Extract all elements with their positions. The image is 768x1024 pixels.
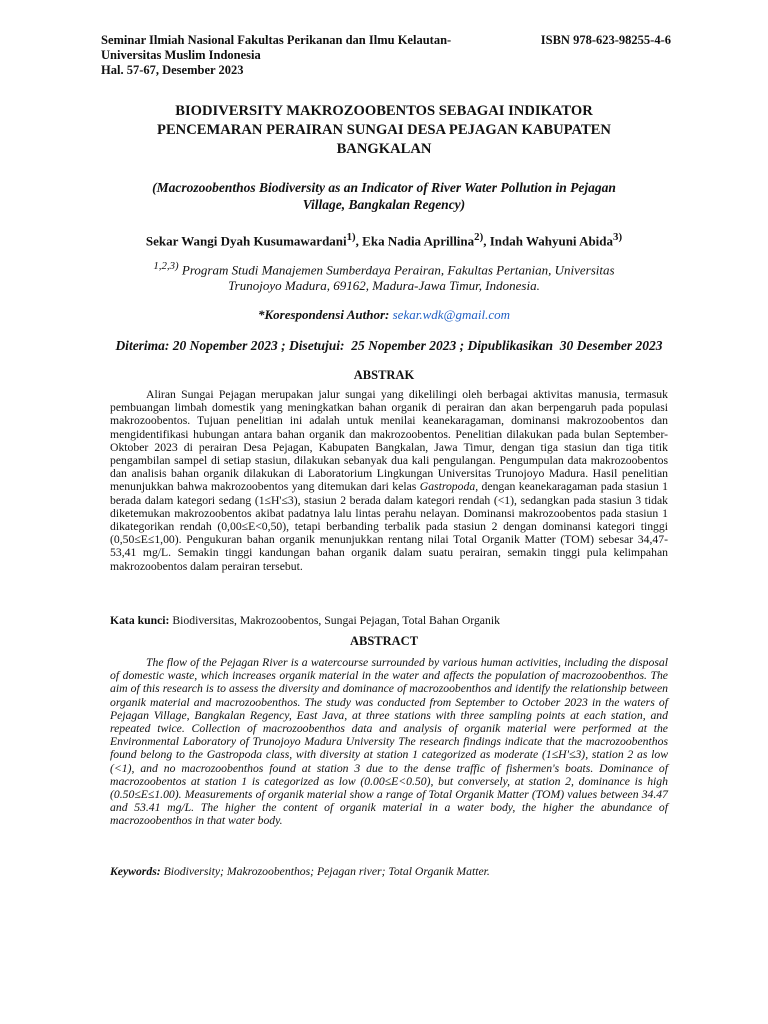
abstract-paragraph: The flow of the Pejagan River is a watercourse surrounded by various human activities, including the disposal of domestic waste, which increases organik material in the water and affects the population of macrozoobenthos. The aim of this research is to assess the diversity and dominance of macrozoobenthos and identify the relationship between organik material and macrozoobenthos. The study was conducted from September to October 2023 in the waters of Pejagan Village, Bangkalan Regency, East Java, at three stations with three sampling points at each station, and repeated twice. Collection of macrozoobenthos data and analysis of organik material were performed at the Environmental Laboratory of Trunojoyo Madura University The research findings indicate that the macrozoobenthos found belong to the Gastropoda class, with diversity at station 1 categorized as moderate (1≤H'≤3), station 2 as low (<1), and no macrozoobenthos found at station 3 due to the dense traffic of fishermen's boats. Dominance of macrozoobentos at station 1 is categorized as low (0.00≤E<0.50), but conversely, at station 2, dominance is high (0.50≤E≤1.00). Measurements of organik material show a range of Total Organik Matter (TOM) values between 34.47 and 53.41 mg/L. The higher the content of organik material in a water body, the higher the abundance of macrozoobenthos in that water body. (110, 656, 668, 828)
title-line: BANGKALAN (336, 141, 432, 157)
author-name: , Eka Nadia Aprillina (355, 233, 475, 249)
kata-kunci (110, 614, 668, 628)
abstrak-text-part: , dengan keanekaragaman pada stasiun 1 berada dalam kategori sedang (1≤H'≤3), stasiun 2 berada dalam kategori rendah (<1), sedangkan pada stasiun 3 tidak diketemukan makrozoobentos akibat padatnya lalu lintas perahu nelayan. Dominansi makrozoobentos pada stasiun 1 dikategorikan rendah (0,00≤E<0,50), tetapi berbanding terbalik pada stasiun 2 dengan dominansi kategori tinggi (0,50≤E≤1,00). Pengukuran bahan organik menunjukkan rentang nilai Total Organik Matter (TOM) sebesar 34,47-53,41 mg/L. Semakin tinggi kandungan bahan organik dalam suatu perairan, semakin tinggi pula kelimpahan makrozoobentos dalam perairan tersebut. (110, 480, 668, 573)
abstrak-paragraph (110, 388, 668, 573)
running-header (101, 33, 671, 78)
author-name: , Indah Wahyuni Abida (483, 233, 614, 249)
affiliation (108, 258, 660, 294)
kata-kunci-text: Biodiversitas, Makrozoobentos, Sungai Pejagan, Total Bahan Organik (169, 614, 500, 627)
subtitle-line: Village, Bangkalan Regency) (302, 197, 466, 212)
keywords (110, 865, 668, 879)
header-isbn: ISBN 978-623-98255-4-6 (540, 33, 671, 47)
keywords-label: Keywords: (110, 865, 161, 878)
submission-dates: Diterima: 20 Nopember 2023 ; Disetujui: 25 Nopember 2023 ; Dipublikasikan 30 Desember 2023 (115, 338, 663, 353)
correspondence-label: *Korespondensi Author: (258, 307, 393, 322)
abstrak-text-part: Aliran Sungai Pejagan merupakan jalur sungai yang dikelilingi oleh berbagai aktivitas manusia, termasuk pembuangan limbah domestik yang meningkatkan bahan organik di perairan dan akan berpengaruh pada populasi makrozoobentos. Tujuan penelitian ini adalah untuk menilai keanekaragaman, dominansi makrozoobentos dan mengidentifikasi hubungan antara bahan organik dan makrozoobentos. Penelitian dilakukan pada bulan September-Oktober 2023 di perairan Desa Pejagan, Kabupaten Bangkalan, Jawa Timur, dengan tiga stasiun dan tiga titik pengambilan sampel di setiap stasiun, dilakukan sebanyak dua kali pengulangan. Pengumpulan data makrozoobentos dan analisis bahan organik dilakukan di Laboratorium Lingkungan Universitas Trunojoyo Madura. Hasil penelitian menunjukkan bahwa makrozoobentos yang ditemukan dari kelas (110, 388, 668, 494)
abstract-heading: ABSTRACT (349, 634, 419, 648)
author-affiliation-mark: 1) (346, 231, 356, 243)
correspondence-email-link[interactable]: sekar.wdk@gmail.com (392, 307, 510, 322)
author-name: Sekar Wangi Dyah Kusumawardani (145, 233, 347, 249)
subtitle-line: (Macrozoobenthos Biodiversity as an Indicator of River Water Pollution in Pejagan (152, 180, 616, 195)
title-line: PENCEMARAN PERAIRAN SUNGAI DESA PEJAGAN KABUPATEN (157, 122, 611, 138)
affiliation-line: Trunojoyo Madura, 69162, Madura-Jawa Timur, Indonesia. (228, 278, 540, 294)
header-seminar-line: Seminar Ilmiah Nasional Fakultas Perikanan dan Ilmu Kelautan- (101, 33, 452, 47)
header-university: Universitas Muslim Indonesia (101, 48, 261, 62)
kata-kunci-label: Kata kunci: (110, 614, 170, 627)
header-pages: Hal. 57-67, Desember 2023 (101, 63, 244, 77)
title-line: BIODIVERSITY MAKROZOOBENTOS SEBAGAI INDIKATOR (175, 103, 593, 119)
author-list (90, 229, 678, 249)
abstrak-taxon: Gastropoda (419, 480, 476, 494)
keywords-text: Biodiversity; Makrozoobenthos; Pejagan river; Total Organik Matter. (160, 865, 490, 878)
affiliation-mark: 1,2,3) (153, 260, 179, 272)
author-affiliation-mark: 3) (613, 231, 623, 243)
paper-title (108, 102, 660, 159)
correspondence (108, 307, 660, 323)
abstrak-heading: ABSTRAK (353, 368, 415, 382)
paper-subtitle-english (108, 179, 660, 213)
affiliation-line: Program Studi Manajemen Sumberdaya Perairan, Fakultas Pertanian, Universitas (178, 262, 615, 278)
author-affiliation-mark: 2) (474, 231, 484, 243)
